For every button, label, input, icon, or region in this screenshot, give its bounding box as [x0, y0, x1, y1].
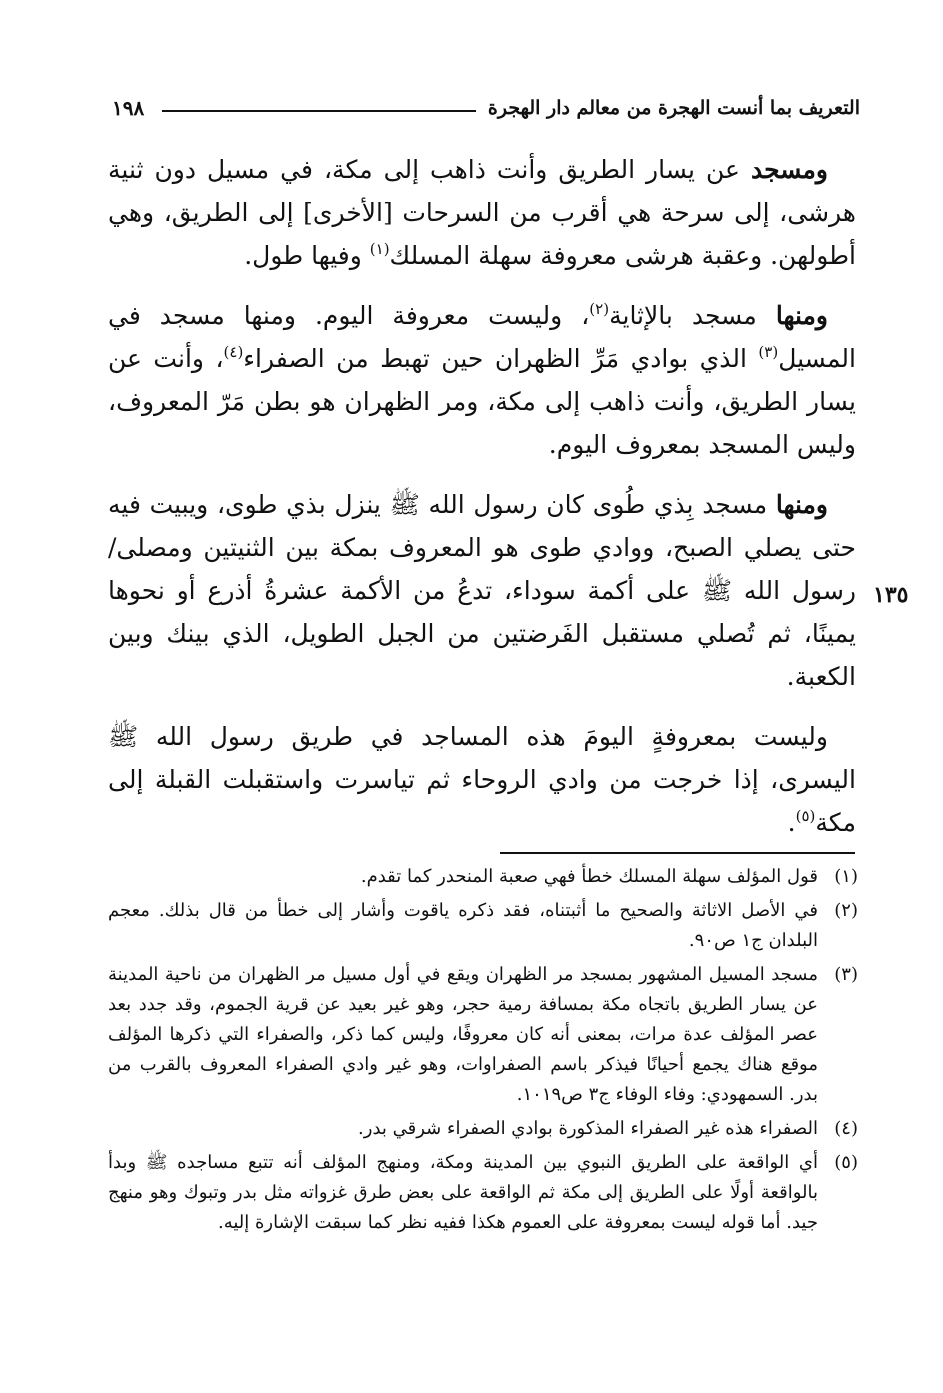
footnote-5 [108, 1148, 858, 1238]
footnote-separator [500, 852, 855, 854]
page-number: ١٩٨ [112, 96, 145, 120]
footnote-number: (٣) [834, 964, 858, 985]
paragraph-1 [108, 148, 856, 277]
paragraph-2 [108, 294, 856, 466]
paragraph-text: . [787, 808, 796, 837]
footnote-text: أي الواقعة على الطريق النبوي بين المدينة ومكة، ومنهج المؤلف أنه تتبع مساجده ﷺ وبدأ بالواقعة أولًا على الطريق إلى مكة ثم الواقعة على بعض طرق غزواته مثل بدر وتبوك وهو منهج جيد. أما قوله ليست بمعروفة على العموم هكذا ففيه نظر كما سبقت الإشارة إليه. [108, 1152, 818, 1233]
footnote-ref-2[interactable]: (٢) [589, 300, 610, 318]
paragraph-text: الذي بوادي مَرِّ الظهران حين تهبط من الصفراء [243, 344, 759, 373]
paragraph-text: مسجد بالإثاية [609, 301, 776, 330]
footnote-ref-4[interactable]: (٤) [223, 343, 244, 361]
footnote-number: (٤) [834, 1118, 858, 1139]
header-rule [162, 110, 476, 112]
paragraph-text: وليست بمعروفةٍ اليومَ هذه المساجد في طريق رسول الله ﷺ اليسرى، إذا خرجت من وادي الروحاء ثم تياسرت واستقبلت القبلة إلى مكة [108, 722, 856, 837]
footnote-text: في الأصل الاثاثة والصحيح ما أثبتناه، فقد ذكره ياقوت وأشار إلى خطأ من قال بذلك. معجم البلدان ج١ ص٩٠. [108, 900, 818, 951]
paragraph-3 [108, 483, 856, 698]
footnote-number: (٢) [834, 900, 858, 921]
paragraph-lead: ومنها [775, 490, 828, 519]
footnote-text: الصفراء هذه غير الصفراء المذكورة بوادي الصفراء شرقي بدر. [358, 1118, 818, 1139]
footnote-number: (١) [834, 866, 858, 887]
footnote-ref-3[interactable]: (٣) [758, 343, 779, 361]
footnote-text: قول المؤلف سهلة المسلك خطأ فهي صعبة المنحدر كما تقدم. [360, 866, 818, 887]
footnotes [108, 862, 858, 1242]
paragraph-text: عن يسار الطريق وأنت ذاهب إلى مكة، في مسيل دون ثنية هرشى، إلى سرحة هي أقرب من السرحات [الأخرى] إلى الطريق، وهي أطولهن. وعقبة هرشى معروفة سهلة المسلك [108, 155, 856, 270]
footnote-ref-5[interactable]: (٥) [795, 807, 816, 825]
footnote-1 [108, 862, 858, 892]
footnote-2 [108, 896, 858, 956]
paragraph-text: ، وليست معروفة اليوم. ومنها مسجد في المسيل [108, 301, 856, 373]
paragraph-lead: ومنها [775, 301, 828, 330]
footnote-ref-1[interactable]: (١) [369, 240, 390, 258]
running-title: التعريف بما أنست الهجرة من معالم دار الهجرة [487, 97, 860, 119]
footnote-number: (٥) [834, 1152, 858, 1173]
paragraph-lead: ومسجد [750, 155, 828, 184]
footnote-3 [108, 960, 858, 1110]
footnote-4 [108, 1114, 858, 1144]
paragraph-text: ، وأنت عن يسار الطريق، وأنت ذاهب إلى مكة، ومر الظهران هو بطن مَرّ المعروف، وليس المسجد بمعروف اليوم. [108, 344, 856, 459]
paragraph-text: وفيها طول. [244, 241, 370, 270]
footnote-text: مسجد المسيل المشهور بمسجد مر الظهران ويقع في أول مسيل مر الظهران من ناحية المدينة عن يسار الطريق باتجاه مكة بمسافة رمية حجر، وهو غير بعيد عن قرية الجموم، وقد جدد بعد عصر المؤلف عدة مرات، بمعنى أنه كان معروفًا، وليس كما ذكر، والصفراء التي ذكرها المؤلف موقع هناك يجمع أحيانًا فيذكر باسم الصفراوات، وهو غير وادي الصفراء المعروف بالقرب من بدر. السمهودي: وفاء الوفاء ج٣ ص١٠١٩. [108, 964, 818, 1105]
paragraph-4 [108, 715, 856, 844]
main-text [108, 148, 856, 844]
margin-page-number: ١٣٥ [873, 582, 909, 608]
paragraph-text: مسجد بِذي طُوى كان رسول الله ﷺ ينزل بذي طوى، ويبيت فيه حتى يصلي الصبح، ووادي طوى هو المعروف بمكة بين الثنيتين ومصلى/ رسول الله ﷺ على أكمة سوداء، تدعُ من الأكمة عشرةُ أذرع أو نحوها يمينًا، ثم تُصلي مستقبل الفَرضتين من الجبل الطويل، الذي بينك وبين الكعبة. [108, 490, 856, 691]
running-header [112, 92, 860, 124]
